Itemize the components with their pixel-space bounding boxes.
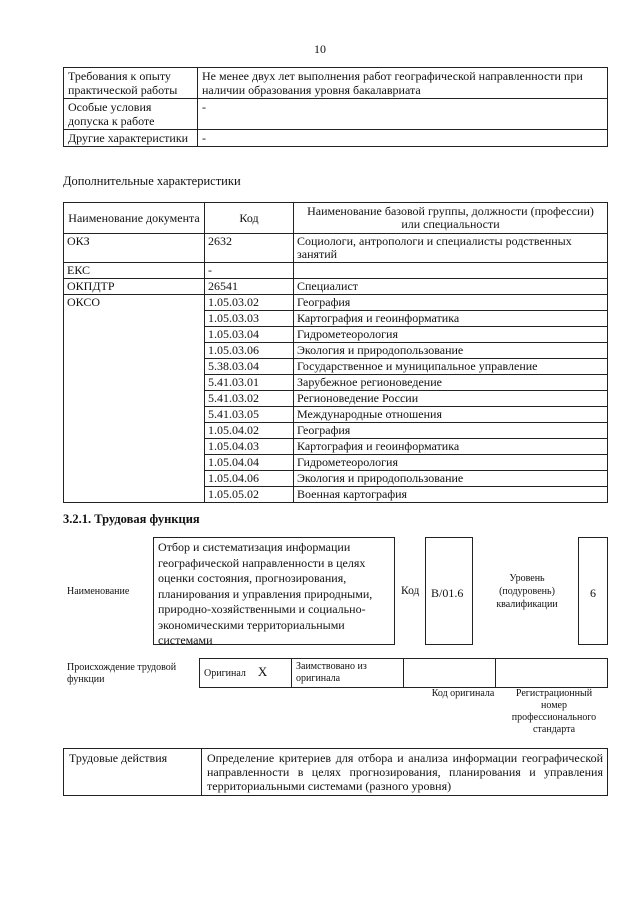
column-header: Наименование базовой группы, должности (профессии) или специальности: [294, 203, 608, 234]
code-cell: 1.05.04.02: [205, 423, 294, 439]
code-cell: -: [205, 263, 294, 279]
borrowed-cell: Заимствовано из оригинала: [292, 659, 404, 688]
code-cell: 1.05.03.06: [205, 343, 294, 359]
level-value-box: 6: [578, 537, 608, 645]
table-row: [64, 234, 608, 263]
code-cell: 1.05.04.04: [205, 455, 294, 471]
code-cell: 1.05.03.02: [205, 295, 294, 311]
name-cell: Экология и природопользование: [294, 343, 608, 359]
document-cell: ОКСО: [64, 295, 205, 503]
code-cell: 5.41.03.05: [205, 407, 294, 423]
table-row: [200, 659, 608, 688]
table-row: [64, 263, 608, 279]
table-row: [64, 279, 608, 295]
code-cell: 5.41.03.01: [205, 375, 294, 391]
function-code-box: В/01.6: [425, 537, 473, 645]
level-label: Уровень (подуровень) квалификации: [496, 573, 558, 610]
name-cell: Зарубежное регионоведение: [294, 375, 608, 391]
column-header: Код: [205, 203, 294, 234]
code-cell: 1.05.04.03: [205, 439, 294, 455]
code-cell: 5.38.03.04: [205, 359, 294, 375]
name-cell: [294, 263, 608, 279]
code-cell: 1.05.03.03: [205, 311, 294, 327]
function-name-box: Отбор и систематизация информации географической направленности в целях оценки состояния, прогнозирования, планирования и управления природными, природно-хозяйственными и социально-экономическими территориальными системами: [153, 537, 395, 645]
original-cell: [200, 659, 292, 688]
code-cell: 26541: [205, 279, 294, 295]
code-cell: 2632: [205, 234, 294, 263]
code-original-label: Код оригинала: [431, 688, 495, 699]
code-cell: 5.41.03.02: [205, 391, 294, 407]
name-cell: Специалист: [294, 279, 608, 295]
extra-characteristics-table: [63, 202, 608, 503]
name-cell: Картография и геоинформатика: [294, 311, 608, 327]
name-cell: Международные отношения: [294, 407, 608, 423]
actions-value: Определение критериев для отбора и анализа информации географической направленности в целях прогнозирования, планирования и управления территориальными системами (разного уровня): [202, 749, 608, 796]
actions-label: Трудовые действия: [64, 749, 202, 796]
name-cell: Государственное и муниципальное управление: [294, 359, 608, 375]
name-cell: Военная картография: [294, 487, 608, 503]
code-label: Код: [401, 585, 420, 597]
row-value: Не менее двух лет выполнения работ географической направленности при наличии образования уровня бакалавриата: [198, 68, 608, 99]
row-label: Другие характеристики: [64, 130, 198, 147]
table-header-row: [64, 203, 608, 234]
column-header: Наименование документа: [64, 203, 205, 234]
name-cell: Картография и геоинформатика: [294, 439, 608, 455]
name-cell: География: [294, 423, 608, 439]
name-cell: Экология и природопользование: [294, 471, 608, 487]
reg-number-label: Регистрационный номер профессионального стандарта: [511, 688, 597, 735]
row-label: Требования к опыту практической работы: [64, 68, 198, 99]
table-row: [64, 99, 608, 130]
reg-number-cell: [496, 659, 608, 688]
name-cell: География: [294, 295, 608, 311]
code-cell: 1.05.03.04: [205, 327, 294, 343]
name-cell: Гидрометеорология: [294, 327, 608, 343]
name-label: Наименование: [67, 586, 130, 597]
row-value: -: [198, 99, 608, 130]
name-cell: Социологи, антропологи и специалисты родственных занятий: [294, 234, 608, 263]
document-cell: ОКЗ: [64, 234, 205, 263]
table-row: [64, 130, 608, 147]
row-label: Особые условия допуска к работе: [64, 99, 198, 130]
table-row: [64, 295, 608, 311]
origin-label: Происхождение трудовой функции: [67, 662, 177, 685]
table-row: [64, 68, 608, 99]
code-original-cell: [404, 659, 496, 688]
row-value: -: [198, 130, 608, 147]
original-mark: X: [257, 664, 268, 680]
document-cell: ОКПДТР: [64, 279, 205, 295]
function-heading: 3.2.1. Трудовая функция: [63, 512, 200, 526]
name-cell: Гидрометеорология: [294, 455, 608, 471]
page-number: 10: [314, 42, 326, 56]
name-cell: Регионоведение России: [294, 391, 608, 407]
table-row: [64, 749, 608, 796]
code-cell: 1.05.04.06: [205, 471, 294, 487]
section-heading: Дополнительные характеристики: [63, 174, 241, 188]
original-label: Оригинал: [204, 668, 246, 680]
document-cell: ЕКС: [64, 263, 205, 279]
requirements-table: [63, 67, 608, 147]
actions-table: [63, 748, 608, 796]
code-cell: 1.05.05.02: [205, 487, 294, 503]
origin-table: [199, 658, 608, 688]
